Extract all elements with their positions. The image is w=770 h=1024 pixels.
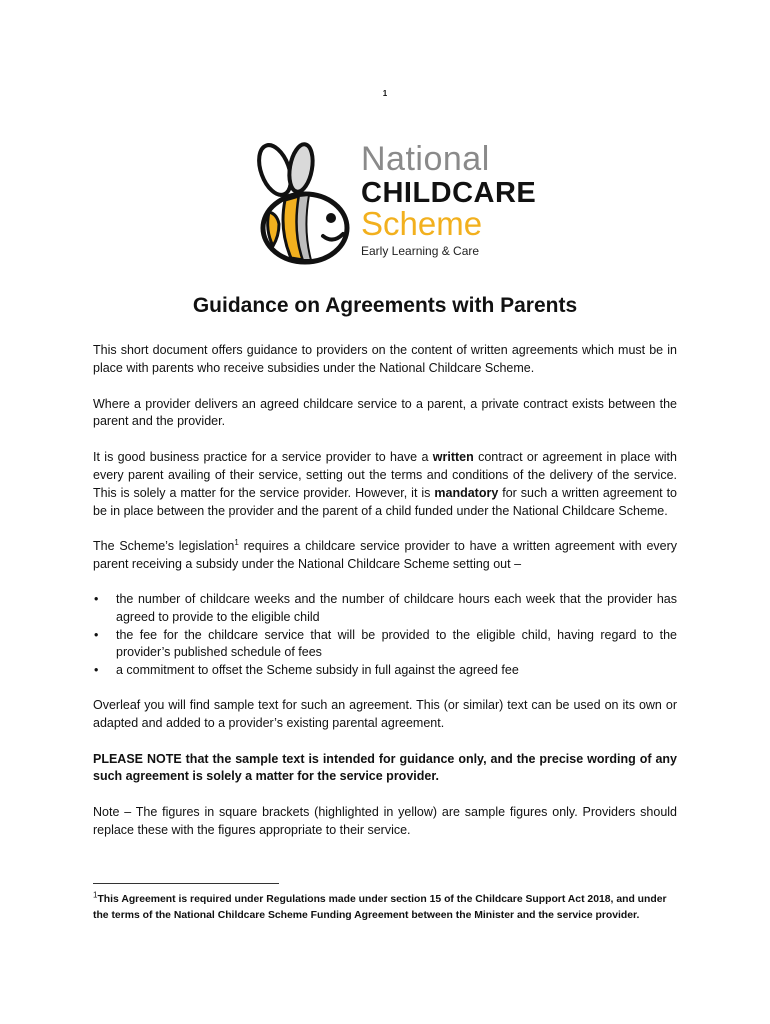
footnote-text: This Agreement is required under Regulations made under section 15 of the Childcare Support Act 2018, and under the terms of the National Childcare Scheme Funding Agreement between the Minister and the service provider. — [93, 894, 667, 921]
overleaf-paragraph: Overleaf you will find sample text for such an agreement. This (or similar) text can be used on its own or adapted and added to a provider’s existing parental agreement. — [93, 697, 677, 730]
logo-scheme: Scheme — [361, 205, 483, 242]
document-body — [93, 342, 677, 858]
list-item: • the fee for the childcare service that will be provided to the eligible child, having regard to the provider’s published schedule of fees — [116, 627, 677, 663]
private-contract-paragraph: Where a provider delivers an agreed childcare service to a parent, a private contract exists between the parent and the provider. — [93, 396, 677, 429]
logo-childcare: CHILDCARE — [361, 177, 537, 209]
note-paragraph: Note – The figures in square brackets (highlighted in yellow) are sample figures only. Providers should replace these with the figures appropriate to their service. — [93, 805, 677, 837]
text-span: It is good business practice for a service provider to have a — [93, 450, 433, 465]
requirements-list — [93, 591, 677, 680]
footnote-divider — [93, 883, 279, 884]
good-practice-paragraph — [93, 449, 677, 520]
text-span: for such a written agreement to be in place between the provider and the parent of a child funded under the National Childcare Scheme. — [93, 485, 678, 518]
text-span: contract or agreement in place with every parent availing of their service, setting out the terms and conditions of the delivery of the service. This is solely a matter for the service provider. However, it is — [93, 450, 677, 500]
ncs-logo — [255, 140, 537, 270]
footnote — [93, 892, 677, 923]
list-item: • a commitment to offset the Scheme subsidy in full against the agreed fee — [116, 662, 677, 680]
page-title: Guidance on Agreements with Parents — [192, 294, 578, 317]
footnote-number: 1 — [93, 890, 98, 900]
text-span: The Scheme’s legislation — [93, 539, 235, 554]
text-span: requires a childcare service provider to have a written agreement with every parent receiving a subsidy under the National Childcare Scheme setting out – — [93, 539, 678, 572]
bold-mandatory: mandatory — [434, 485, 499, 500]
intro-paragraph: This short document offers guidance to providers on the content of written agreements which must be in place with parents who receive subsidies under the National Childcare Scheme. — [93, 343, 677, 375]
logo-tagline: Early Learning & Care — [361, 244, 480, 258]
footnote-reference: 1 — [234, 538, 239, 548]
logo-wordmark — [361, 140, 536, 260]
logo-national: National — [361, 140, 490, 178]
please-note-paragraph: PLEASE NOTE that the sample text is intended for guidance only, and the precise wording of any such agreement is solely a matter for the service provider. — [93, 751, 677, 784]
bold-written: written — [432, 450, 474, 465]
list-item: • the number of childcare weeks and the number of childcare hours each week that the provider has agreed to provide to the eligible child — [116, 591, 677, 627]
page-number: 1 — [382, 89, 388, 98]
bee-icon — [255, 140, 355, 270]
legislation-paragraph — [93, 538, 677, 574]
